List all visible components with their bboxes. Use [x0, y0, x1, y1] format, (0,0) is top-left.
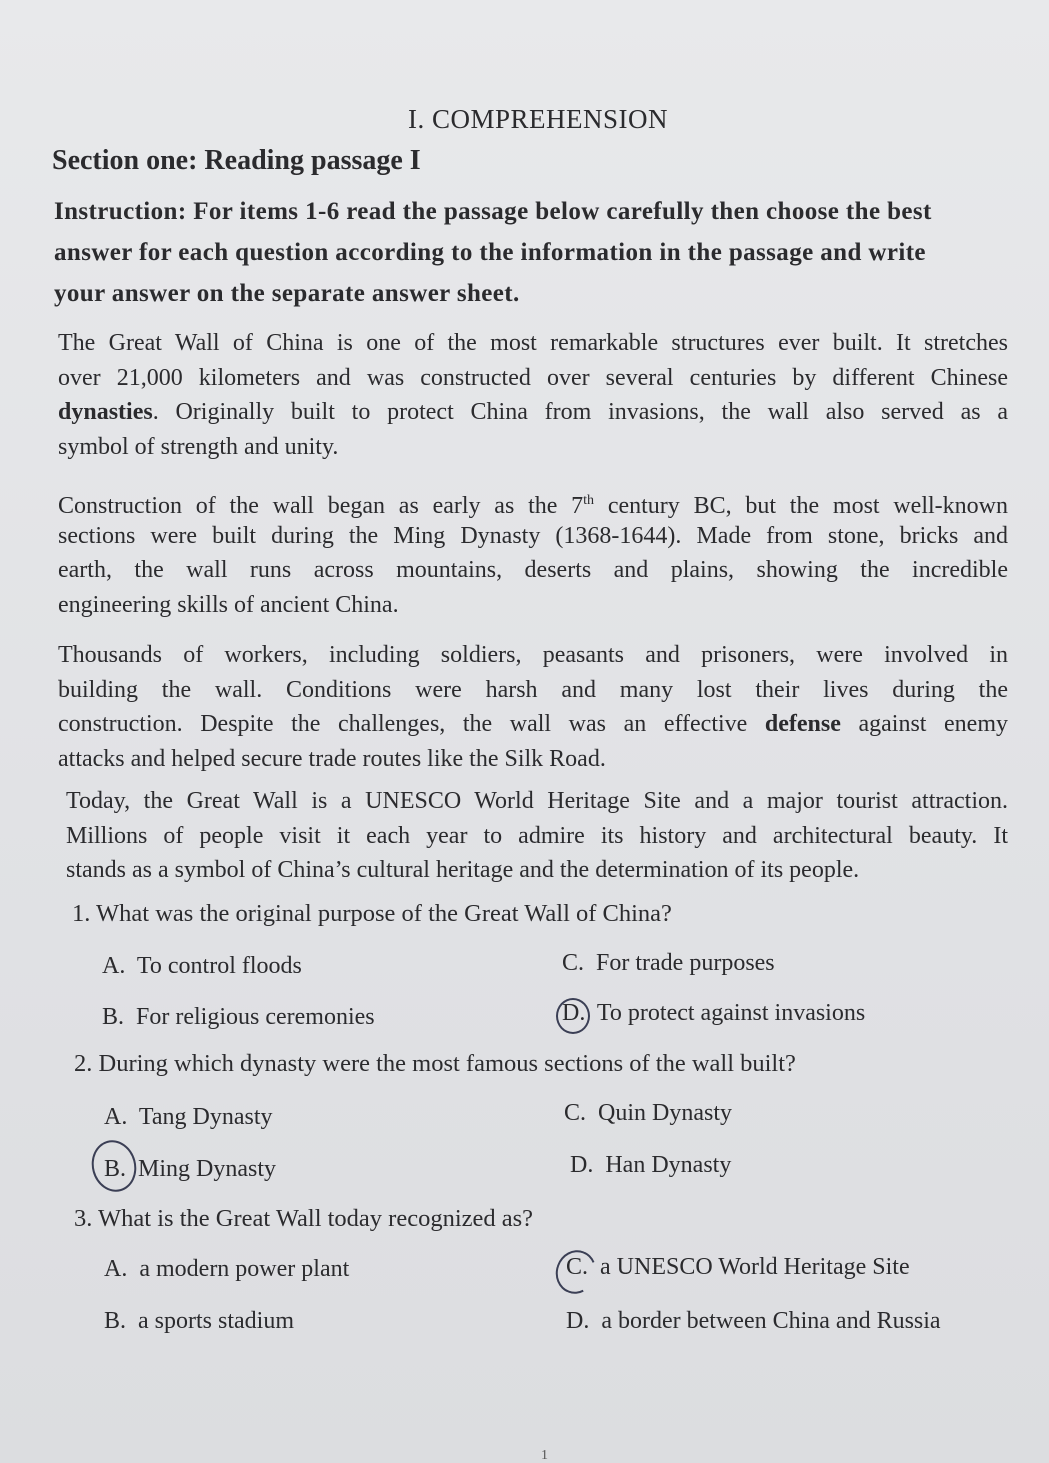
option-text: Quin Dynasty — [598, 1100, 733, 1126]
instruction-line-3: your answer on the separate answer sheet. — [54, 280, 520, 307]
question-2-option-d[interactable] — [570, 1152, 731, 1179]
passage-line-rest: . Originally built to protect China from invasions, the wall also served as a — [152, 399, 1008, 425]
answer-circle-mark — [556, 998, 590, 1034]
question-2-option-a[interactable] — [104, 1104, 273, 1131]
answer-circle-mark — [86, 1135, 142, 1197]
vocab-word-dynasties: dynasties — [58, 399, 153, 425]
passage-line: sections were built during the Ming Dynasty (1368-1644). Made from stone, bricks and — [58, 522, 1008, 549]
passage-paragraph-1 — [58, 326, 1008, 464]
option-text: Han Dynasty — [605, 1152, 732, 1178]
option-text: To control floods — [136, 953, 302, 979]
option-letter: A. — [102, 953, 126, 979]
option-text: Ming Dynasty — [138, 1156, 277, 1182]
option-text: For trade purposes — [596, 950, 775, 976]
option-letter: C. — [562, 950, 585, 976]
answer-circle-mark — [550, 1244, 603, 1299]
option-text: Tang Dynasty — [138, 1104, 273, 1130]
passage-line-pre: construction. Despite the challenges, the wall was an effective — [58, 711, 765, 737]
passage-line: Millions of people visit it each year to admire its history and architectural beauty. It — [66, 822, 1008, 849]
question-1-option-b[interactable] — [102, 1004, 375, 1031]
option-letter: D. — [562, 1000, 586, 1026]
option-text: a modern power plant — [139, 1256, 350, 1282]
option-letter: D. — [566, 1308, 590, 1334]
option-text: To protect against invasions — [596, 1000, 866, 1026]
option-letter: C. — [564, 1100, 587, 1126]
ordinal-superscript: th — [583, 493, 595, 508]
question-2-text: 2. During which dynasty were the most famous sections of the wall built? — [74, 1050, 796, 1077]
passage-line — [58, 484, 1008, 519]
option-text: a border between China and Russia — [601, 1308, 941, 1334]
question-1-option-d[interactable] — [562, 1000, 865, 1027]
passage-line: building the wall. Conditions were harsh and many lost their lives during the — [58, 676, 1008, 703]
option-text: a sports stadium — [138, 1308, 295, 1334]
question-3-option-c[interactable] — [566, 1254, 910, 1281]
passage-paragraph-2 — [58, 484, 1008, 622]
option-letter: D. — [570, 1152, 594, 1178]
option-letter: A. — [104, 1104, 128, 1130]
option-text: For religious ceremonies — [136, 1004, 375, 1030]
passage-paragraph-4 — [66, 784, 1008, 888]
option-letter: B. — [104, 1156, 127, 1182]
passage-line-post: century BC, but the most well-known — [594, 493, 1008, 519]
passage-line: earth, the wall runs across mountains, deserts and plains, showing the incredible — [58, 557, 1008, 583]
question-3-option-d[interactable] — [566, 1308, 941, 1335]
passage-line: The Great Wall of China is one of the most remarkable structures ever built. It stretches — [58, 330, 1008, 356]
passage-line: symbol of strength and unity. — [58, 433, 339, 460]
passage-paragraph-3 — [58, 638, 1008, 776]
question-3-option-a[interactable] — [104, 1256, 349, 1283]
question-1-text: 1. What was the original purpose of the Great Wall of China? — [72, 900, 672, 927]
question-1-option-c[interactable] — [562, 950, 775, 977]
question-2-option-c[interactable] — [564, 1100, 732, 1127]
instruction-line-2: answer for each question according to the information in the passage and write — [54, 239, 926, 266]
option-letter: A. — [104, 1256, 128, 1282]
passage-line: Thousands of workers, including soldiers, peasants and prisoners, were involved in — [58, 642, 1008, 668]
passage-line: stands as a symbol of China’s cultural heritage and the determination of its people. — [66, 857, 860, 883]
passage-line: over 21,000 kilometers and was constructed over several centuries by different Chinese — [58, 364, 1008, 391]
passage-line — [58, 707, 1008, 742]
vocab-word-defense: defense — [764, 711, 841, 737]
question-3-text: 3. What is the Great Wall today recognized as? — [74, 1205, 534, 1232]
option-text: a UNESCO World Heritage Site — [600, 1254, 910, 1280]
question-1-option-a[interactable] — [102, 953, 302, 980]
page-number: 1 — [541, 1448, 548, 1463]
passage-line-pre: Construction of the wall began as early as the 7 — [58, 493, 584, 519]
passage-line — [58, 395, 1008, 430]
instruction-line-1: Instruction: For items 1-6 read the passage below carefully then choose the best — [54, 198, 932, 225]
section-title: Section one: Reading passage I — [52, 145, 421, 176]
option-letter: C. — [566, 1254, 589, 1280]
passage-line: engineering skills of ancient China. — [58, 591, 399, 618]
passage-line: attacks and helped secure trade routes like the Silk Road. — [58, 745, 606, 772]
question-3-option-b[interactable] — [104, 1308, 294, 1335]
passage-line: Today, the Great Wall is a UNESCO World Heritage Site and a major tourist attraction. — [66, 788, 1008, 814]
page-heading: I. COMPREHENSION — [408, 104, 669, 134]
passage-line-post: against enemy — [840, 711, 1009, 737]
option-letter: B. — [104, 1308, 127, 1334]
option-letter: B. — [102, 1004, 125, 1030]
